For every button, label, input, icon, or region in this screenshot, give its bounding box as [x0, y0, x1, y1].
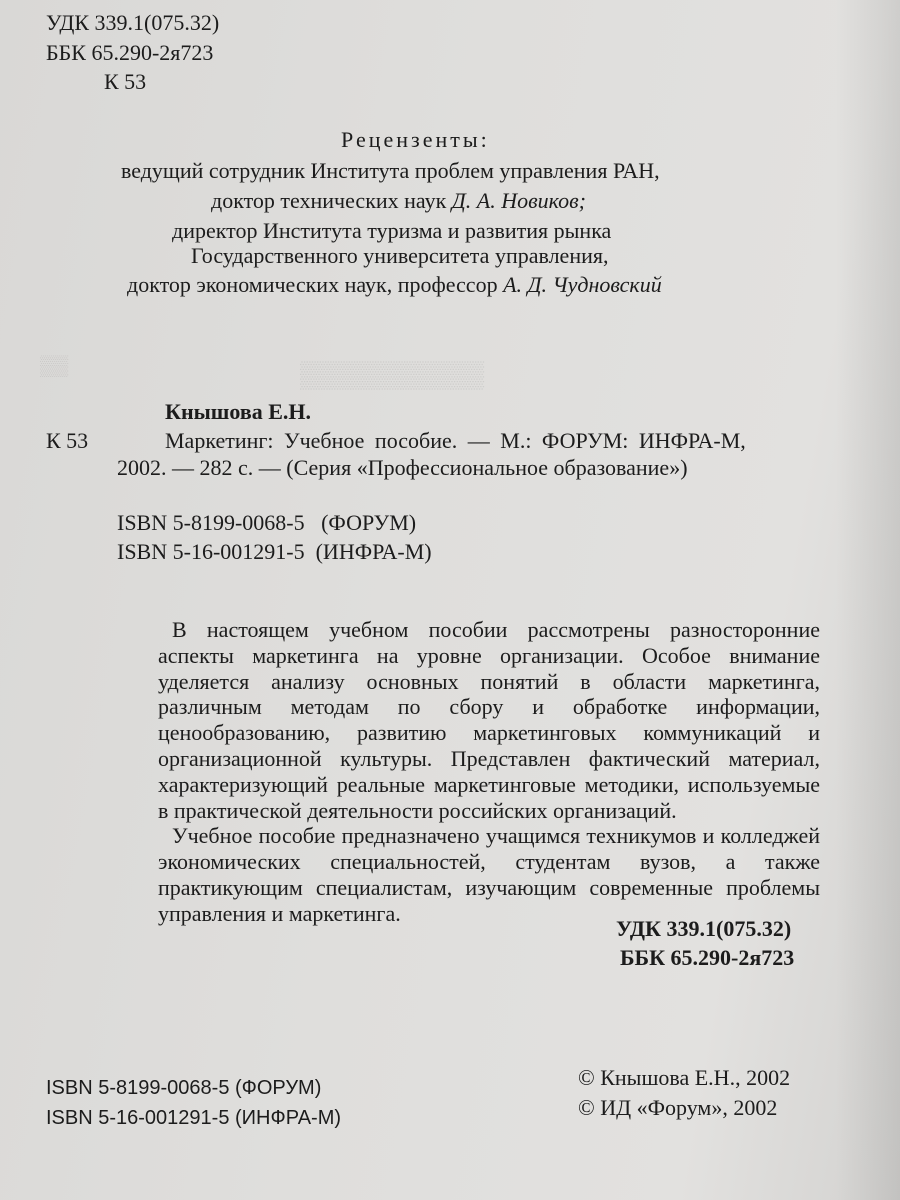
isbn-forum: ISBN 5-8199-0068-5 (ФОРУМ): [46, 1077, 322, 1099]
reviewer-line-1: ведущий сотрудник Института проблем управления РАН,: [121, 158, 660, 183]
reviewer-line-3: директор Института туризма и развития рынка: [172, 218, 612, 243]
bib-line-2: 2002. — 282 с. — (Серия «Профессиональное образование»): [117, 455, 688, 480]
udk-code-bottom: УДК 339.1(075.32): [616, 916, 792, 941]
bbk-code-top: ББК 65.290-2я723: [46, 40, 214, 65]
reviewer-name-chudnovsky: А. Д. Чудновский: [503, 272, 662, 297]
isbn-infra: ISBN 5-16-001291-5 (ИНФРА-М): [46, 1107, 342, 1129]
copyright-publisher: © ИД «Форум», 2002: [578, 1095, 778, 1120]
copyright-author: © Кнышова Е.Н., 2002: [578, 1065, 791, 1090]
page-edge-shadow: [836, 0, 900, 1200]
author-name: Кнышова Е.Н.: [165, 399, 311, 424]
reviewer-name-novikov: Д. А. Новиков;: [451, 188, 586, 213]
reviewer-line-2: [211, 188, 586, 214]
annotation-paragraph-2: Учебное пособие предназначено учащимся техникумов и колледжей экономических специальностей, студентам вузов, а также практикующим специалистам, изучающим современные проблемы управления и маркетинга.: [158, 823, 820, 926]
reviewer-line-4: Государственного университета управления,: [191, 243, 609, 268]
bleed-through-text: ▒▒▒▒▒▒▒▒▒▒: [300, 360, 485, 389]
author-mark: К 53: [46, 428, 89, 453]
bib-isbn-1: ISBN 5-8199-0068-5 (ФОРУМ): [117, 510, 417, 535]
reviewers-title: Рецензенты:: [341, 127, 490, 152]
reviewer-degree-2: доктор экономических наук, профессор: [127, 272, 504, 297]
bleed-through-mark: ▒▒: [40, 355, 69, 377]
udk-code-top: УДК 339.1(075.32): [46, 10, 220, 35]
bib-isbn-2: ISBN 5-16-001291-5 (ИНФРА-М): [117, 539, 432, 564]
bbk-code-bottom: ББК 65.290-2я723: [620, 945, 795, 970]
reviewer-degree-1: доктор технических наук: [211, 188, 452, 213]
annotation: [158, 617, 820, 927]
annotation-paragraph-1: В настоящем учебном пособии рассмотрены разносторонние аспекты маркетинга на уровне организации. Особое внимание уделяется анализу основных понятий в области маркетинга, различным методам по сбору и обработке информации, ценообразованию, развитию маркетинговых коммуникаций и организационной культуры. Представлен фактический материал, характеризующий реальные маркетинговые методики, используемые в практической деятельности российских организаций.: [158, 617, 820, 823]
bib-line-1: Маркетинг: Учебное пособие. — М.: ФОРУМ: ИНФРА-М,: [165, 428, 746, 453]
author-mark-top: К 53: [104, 69, 147, 94]
reviewer-line-5: [127, 272, 662, 298]
